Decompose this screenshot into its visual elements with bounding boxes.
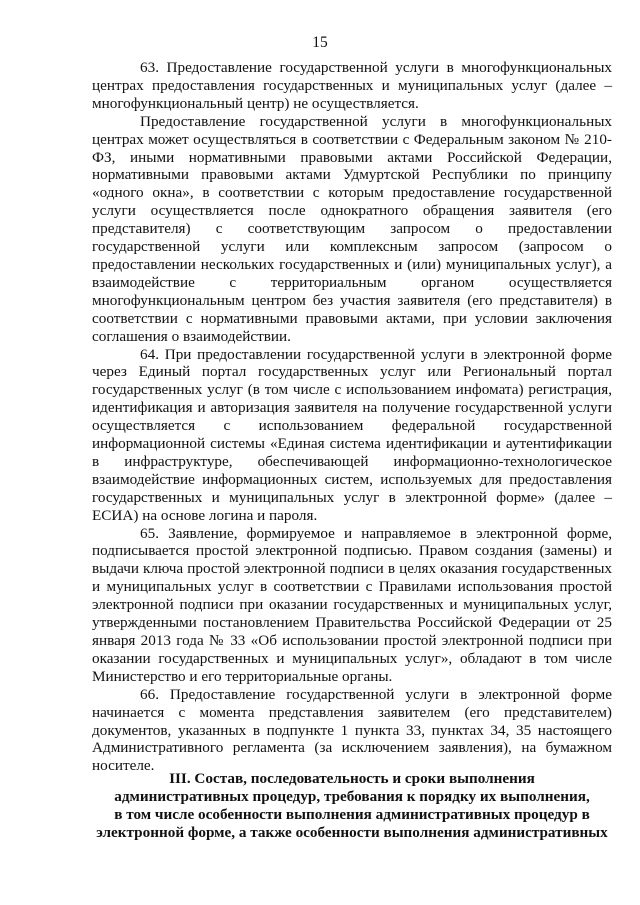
page-number: 15 — [312, 34, 328, 51]
section-heading-line: III. Состав, последовательность и сроки выполнения — [169, 770, 535, 787]
section-heading-line: электронной форме, а также особенности выполнения административных — [96, 823, 608, 841]
section-heading-line: административных процедур, требования к порядку их выполнения, — [114, 787, 590, 805]
paragraph-63-continued: Предоставление государственной услуги в многофункциональных центрах может осуществляться в соответствии с Федеральным законом № 210-ФЗ, иными нормативными правовыми актами Российской Федерации, нормативными правовыми актами Удмуртской Республики по принципу «одного окна», в соответствии с которым предоставление государственной услуги осуществляется после однократного обращения заявителя (его представителя) с соответствующим запросом о предоставлении государственной услуги или комплексным запросом (запросом о предоставлении нескольких государственных и (или) муниципальных услуг), а взаимодействие с территориальным органом осуществляется многофункциональным центром без участия заявителя (его представителя) в соответствии с нормативными правовыми актами, при условии заключения соглашения о взаимодействии. — [92, 112, 612, 345]
paragraph-64: 64. При предоставлении государственной услуги в электронной форме через Единый портал государственных услуг или Региональный портал государственных услуг (в том числе с использованием инфомата) регистрация, идентификация и авторизация заявителя на получение государственной услуги осуществляется с использованием федеральной государственной информационной системы «Единая система идентификации и аутентификации в инфраструктуре, обеспечивающей информационно-технологическое взаимодействие информационных систем, используемых для предоставления государственных и муниципальных услуг в электронной форме» (далее – ЕСИА) на основе логина и пароля. — [92, 345, 612, 524]
section-heading — [92, 770, 612, 842]
paragraph-63: 63. Предоставление государственной услуги в многофункциональных центрах предоставления государственных и муниципальных услуг (далее – многофункциональный центр) не осуществляется. — [92, 59, 612, 112]
section-heading-line: в том числе особенности выполнения административных процедур в — [114, 805, 590, 823]
document-body — [92, 59, 612, 775]
paragraph-65: 65. Заявление, формируемое и направляемое в электронной форме, подписывается простой электронной подписью. Правом создания (замены) и выдачи ключа простой электронной подписи в целях оказания государственных и муниципальных услуг в соответствии с Правилами использования простой электронной подписи при оказании государственных и муниципальных услуг, утвержденными постановлением Правительства Российской Федерации от 25 января 2013 года № 33 «Об использовании простой электронной подписи при оказании государственных и муниципальных услуг», обладают в том числе Министерство и его территориальные органы. — [92, 524, 612, 685]
paragraph-66: 66. Предоставление государственной услуги в электронной форме начинается с момента представления заявителем (его представителем) документов, указанных в подпункте 1 пункта 33, пунктах 34, 35 настоящего Административного регламента (за исключением заявления), на бумажном носителе. — [92, 685, 612, 775]
